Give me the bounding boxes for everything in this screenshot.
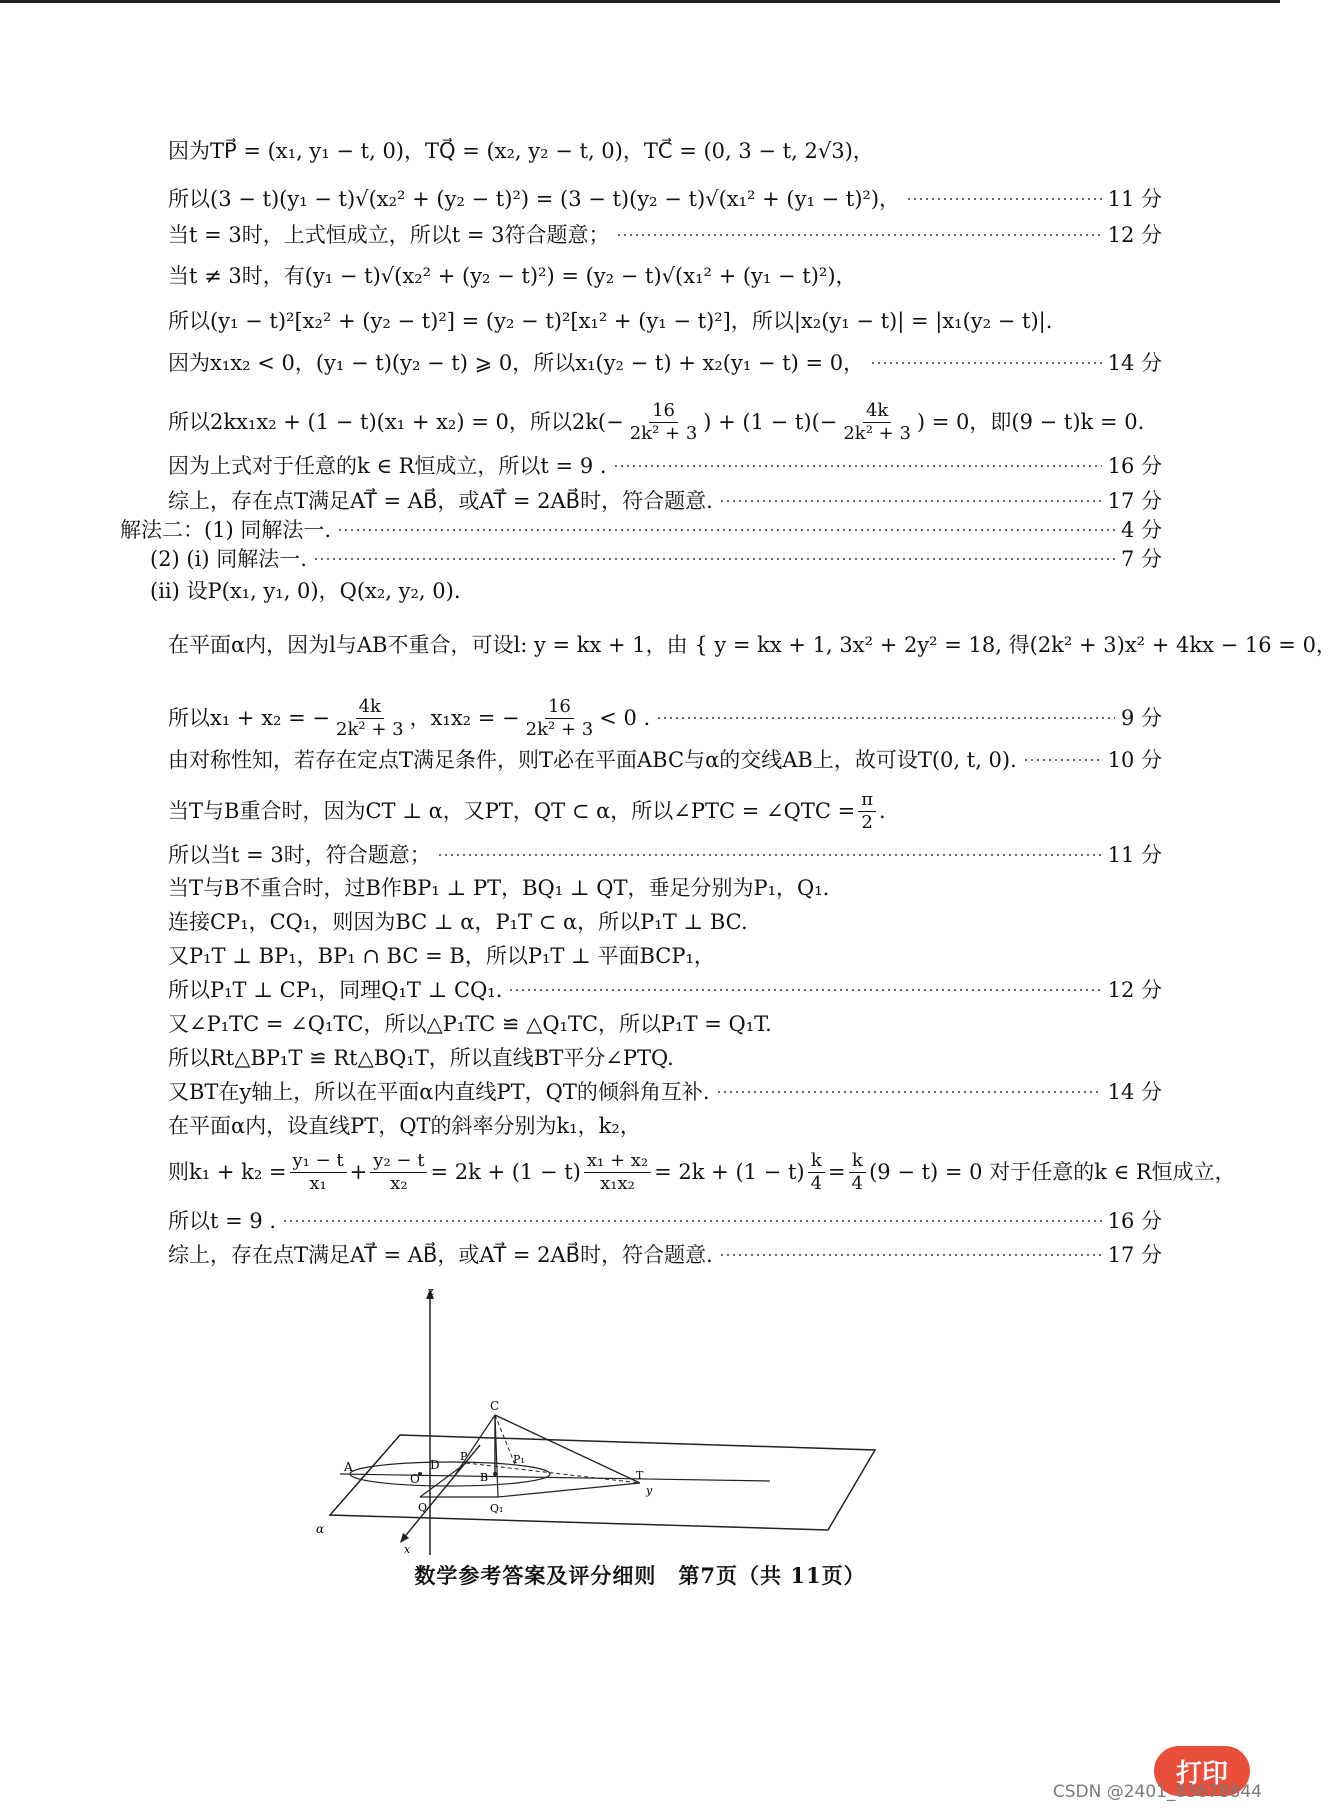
- label-A: A: [344, 1460, 353, 1474]
- text-line: 所以t = 9 . 16 分: [168, 1206, 1162, 1236]
- text-line: 连接CP₁，CQ₁，则因为BC ⊥ α，P₁T ⊂ α，所以P₁T ⊥ BC.: [168, 910, 748, 934]
- text-line: 所以Rt△BP₁T ≌ Rt△BQ₁T，所以直线BT平分∠PTQ.: [168, 1046, 674, 1070]
- segment-Q1T: [498, 1483, 640, 1497]
- label-T: T: [636, 1469, 644, 1482]
- label-P1: P₁: [513, 1453, 525, 1466]
- text-line: 综上，存在点T满足AT⃗ = AB⃗，或AT⃗ = 2AB⃗时，符合题意. 17 分: [168, 486, 1162, 516]
- segment-QP: [420, 1463, 466, 1497]
- formula-line-2: 所以x₁ + x₂ = − $\frac{4k}{\text{2k² + 3}}$ ，x₁x₂ = − $\frac{16}{\text{2k² + 3}}$ < 0 . 9 分: [168, 695, 1162, 740]
- page-caption: 数学参考答案及评分细则 第7页（共 11页）: [414, 1563, 866, 1588]
- label-Q: Q: [418, 1501, 428, 1514]
- label-Q1: Q₁: [490, 1502, 504, 1515]
- text-line: 当T与B不重合时，过B作BP₁ ⊥ PT，BQ₁ ⊥ QT，垂足分别为P₁，Q₁.: [168, 876, 830, 900]
- score-label: 9 分: [1120, 706, 1162, 730]
- label-B: B: [480, 1471, 489, 1484]
- text-line: (2) (i) 同解法一. 7 分: [150, 544, 1162, 574]
- text-line: 当t ≠ 3时，有(y₁ − t)√(x₂² + (y₂ − t)²) = (y₂ − t)√(x₁² + (y₁ − t)²)，: [168, 264, 857, 288]
- text-line: 因为x₁x₂ < 0，(y₁ − t)(y₂ − t) ⩾ 0，所以x₁(y₂ − t) + x₂(y₁ − t) = 0， 14 分: [168, 348, 1162, 378]
- x-axis-arrow: [400, 1533, 409, 1543]
- print-button[interactable]: 打印: [1154, 1746, 1250, 1796]
- text-line: 所以(3 − t)(y₁ − t)√(x₂² + (y₂ − t)²) = (3 − t)(y₂ − t)√(x₁² + (y₁ − t)²)， 11 分: [168, 184, 1162, 214]
- text-line: 所以当t = 3时，符合题意； 11 分: [168, 840, 1162, 870]
- label-x: x: [404, 1543, 411, 1556]
- text-line: (ii) 设P(x₁, y₁, 0)，Q(x₂, y₂, 0).: [150, 579, 461, 603]
- score-label: 16 分: [1107, 454, 1162, 478]
- text-line: 由对称性知，若存在定点T满足条件，则T必在平面ABC与α的交线AB上，故可设T(0, t, 0). 10 分: [168, 745, 1162, 775]
- geometry-figure: [316, 1285, 890, 1565]
- label-C: C: [490, 1399, 500, 1413]
- score-label: 11 分: [1107, 843, 1162, 867]
- text-line: 所以(y₁ − t)²[x₂² + (y₂ − t)²] = (y₂ − t)²[x₁² + (y₁ − t)²]，所以|x₂(y₁ − t)| = |x₁(y₂ − t)|.: [168, 309, 1053, 333]
- score-label: 11 分: [1107, 187, 1162, 211]
- point-B: [493, 1472, 497, 1476]
- score-label: 12 分: [1107, 978, 1162, 1002]
- score-label: 14 分: [1107, 1080, 1162, 1104]
- formula-line-1: 所以2kx₁x₂ + (1 − t)(x₁ + x₂) = 0，所以2k(− $\frac{16}{\text{2k² + 3}}$ ) + (1 − t)(− $\frac{4k}{\text{2k² + 3}}$ ) = 0，即(9 − t)k = 0.: [168, 399, 1145, 444]
- x-axis: [402, 1445, 480, 1540]
- text-line: 又P₁T ⊥ BP₁，BP₁ ∩ BC = B，所以P₁T ⊥ 平面BCP₁，: [168, 944, 715, 968]
- label-O: O: [410, 1472, 420, 1486]
- text-line: 当t = 3时，上式恒成立，所以t = 3符合题意； 12 分: [168, 220, 1162, 250]
- text-line: 解法二：(1) 同解法一. 4 分: [120, 515, 1162, 545]
- label-y: y: [646, 1484, 653, 1497]
- text-line: 所以P₁T ⊥ CP₁，同理Q₁T ⊥ CQ₁. 12 分: [168, 975, 1162, 1005]
- label-P: P: [460, 1450, 468, 1463]
- text-line: 在平面α内，因为l与AB不重合，可设l: y = kx + 1，由 { y = kx + 1, 3x² + 2y² = 18, 得(2k² + 3)x² + 4kx − 16 = 0，: [168, 633, 1337, 657]
- formula-line-3: 当T与B重合时，因为CT ⊥ α，又PT，QT ⊂ α，所以∠PTC = ∠QTC = $\frac{\pi}{2}$ .: [168, 788, 886, 833]
- text-line: 又∠P₁TC = ∠Q₁TC，所以△P₁TC ≌ △Q₁TC，所以P₁T = Q₁T.: [168, 1012, 772, 1036]
- text-line: 因为TP⃗ = (x₁, y₁ − t, 0)，TQ⃗ = (x₂, y₂ − t, 0)，TC⃗ = (0, 3 − t, 2√3)，: [168, 139, 874, 163]
- text-line: 因为上式对于任意的k ∈ R恒成立，所以t = 9 . 16 分: [168, 451, 1162, 481]
- score-label: 4 分: [1120, 518, 1162, 542]
- score-label: 16 分: [1107, 1209, 1162, 1233]
- label-alpha: α: [316, 1522, 325, 1536]
- formula-line-4: 则k₁ + k₂ = $\frac{\text{y₁ − t}}{\text{x₁}}$ + $\frac{\text{y₂ − t}}{\text{x₂}}$ = 2k + (1 − t) $\frac{\text{x₁ + x₂}}{\text{x₁x₂}}$ = 2k + (1 − t) $\frac{k}{4}$ = $\frac{k}{4}$ (9 − t) = 0 对于任意的k ∈ R恒成立，: [168, 1149, 1236, 1194]
- y-axis: [340, 1474, 770, 1481]
- score-label: 12 分: [1107, 223, 1162, 247]
- score-label: 7 分: [1120, 547, 1162, 571]
- text-line: 又BT在y轴上，所以在平面α内直线PT，QT的倾斜角互补. 14 分: [168, 1077, 1162, 1107]
- score-label: 14 分: [1107, 351, 1162, 375]
- text-line: 在平面α内，设直线PT，QT的斜率分别为k₁，k₂，: [168, 1114, 641, 1138]
- label-D: D: [430, 1458, 440, 1472]
- score-label: 17 分: [1107, 489, 1162, 513]
- text-line: 综上，存在点T满足AT⃗ = AB⃗，或AT⃗ = 2AB⃗时，符合题意. 17 分: [168, 1240, 1162, 1270]
- watermark: CSDN @2401_83678844: [1052, 1782, 1262, 1802]
- score-label: 17 分: [1107, 1243, 1162, 1267]
- score-label: 10 分: [1107, 748, 1162, 772]
- segment-CT: [495, 1415, 640, 1483]
- segment-PT: [466, 1463, 640, 1483]
- label-z: z: [428, 1285, 434, 1298]
